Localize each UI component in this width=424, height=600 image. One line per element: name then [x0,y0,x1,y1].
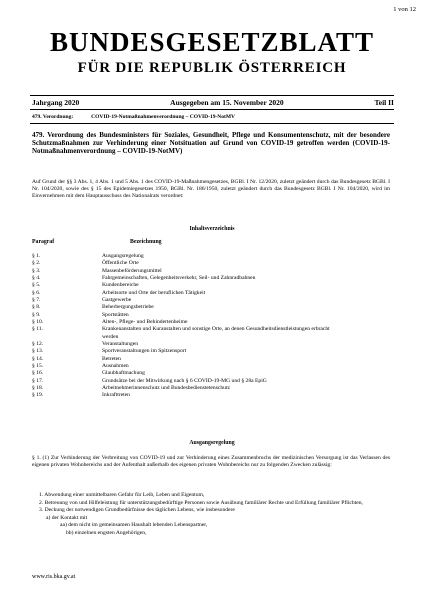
page-number: 1 von 12 [393,6,416,13]
toc-num: § 14. [32,355,44,362]
toc-row [32,290,390,297]
toc-text: Veranstaltungen [102,340,139,347]
list-item: 1. Abwendung einer unmittelbaren Gefahr für Leib, Leben und Eigentum, [39,492,205,498]
toc-row [32,326,390,340]
masthead [0,28,424,77]
ordinance-title: 479. Verordnung des Bundesministers für Soziales, Gesundheit, Pflege und Konsumentenschutz, mit der besondere Schutzmaßnahmen zur Verhinderung einer Notsituation auf Grund von COVID-19 getroffen werden (COVID-19-Notmaßnahmenverordnung – COVID-19-NotMV) [32,131,390,156]
toc-num: § 7. [32,297,41,304]
toc-text: Beherbergungsbetriebe [102,304,154,311]
toc-row [32,319,390,326]
toc-row [32,304,390,311]
rule-middle [30,109,394,110]
toc-row [32,370,390,377]
toc-col-designation: Bezeichnung [130,239,162,245]
toc-text: Fahrgemeinschaften, Gelegenheitsverkehr, Seil- und Zahnradbahnen [102,275,256,282]
section-heading: Ausgangsregelung [189,440,235,446]
toc-text: Gastgewerbe [102,297,132,304]
toc-row [32,341,390,348]
toc-text: Inkrafttreten [102,392,130,399]
toc-row [32,297,390,304]
toc-num: § 16. [32,370,44,377]
toc-text: Ausnahmen [102,362,129,369]
toc-row [32,348,390,355]
list-item: 2. Betreuung von und Hilfeleistung für unterstützungsbedürftige Personen sowie Ausübung familiärer Rechte und Erfüllung familiärer Pflichten, [39,499,363,506]
toc-col-paragraph: Paragraf [32,239,55,245]
ordinance-short-title: COVID-19-Notmaßnahmenverordnung – COVID-19-NotMV [91,114,235,120]
toc-num: § 6. [32,289,41,296]
toc-row [32,253,390,260]
purpose-list [32,492,390,538]
toc-num: § 15. [32,362,44,369]
toc-num: § 11. [32,326,43,333]
toc-text: Öffentliche Orte [102,260,139,267]
ordinance-number-type: 479. Verordnung: [32,114,74,120]
toc-column-headers [32,239,390,245]
toc-text: Kundenbereiche [102,282,139,289]
toc-num: § 5. [32,282,41,289]
toc-row [32,378,390,385]
toc-num: § 13. [32,348,44,355]
toc-row [32,268,390,275]
footer-url: www.ris.bka.gv.at [32,574,76,580]
list-item: 3. Deckung der notwendigen Grundbedürfnisse des täglichen Lebens, wie insbesondere [39,507,235,514]
issue-year: Jahrgang 2020 [32,98,80,107]
toc-num: § 12. [32,340,44,347]
toc-text: Sportveranstaltungen im Spitzensport [102,348,187,355]
toc-num: § 1. [32,253,41,259]
toc-row [32,385,390,392]
toc-text: Arbeitnehmerinnenschutz und Bundesbedienstetenschutz [102,384,230,391]
toc-num: § 8. [32,304,41,311]
issue-row [32,98,394,107]
ordinance-subheader [32,114,394,120]
toc-num: § 17. [32,377,44,384]
toc-num: § 18. [32,384,44,391]
toc-num: § 10. [32,319,44,326]
toc-text: Alten-, Pflege- und Behindertenheime [102,319,188,326]
rule-top [30,95,394,96]
toc-row [32,363,390,370]
toc-num: § 3. [32,267,41,274]
toc-list [32,253,390,400]
toc-row [32,275,390,282]
section-paragraph-1: § 1. (1) Zur Verhinderung der Verbreitung von COVID-19 und zur Verhinderung eines Zusammenbruchs der medizinischen Versorgung ist das Verlassen des eigenen privaten Wohnbereichs und der Aufenthalt außerhalb des eigenen privaten Wohnbereichs nur zu folgenden Zwecken zulässig: [32,455,390,469]
gazette-subtitle: FÜR DIE REPUBLIK ÖSTERREICH [77,60,347,76]
toc-text: Massenbeförderungsmittel [102,267,162,274]
toc-text: Glaubhaftmachung [102,370,145,377]
toc-heading: Inhaltsverzeichnis [189,226,235,232]
intro-paragraph: Auf Grund der §§ 3 Abs. 1, 4 Abs. 1 und 5 Abs. 1 des COVID-19-Maßnahmengesetzes, BGBl. I Nr. 12/2020, zuletzt geändert durch das Bundesgesetz BGBl. I Nr. 104/2020, sowie des § 15 des Epidemiegesetzes 1950, BGBl. Nr. 186/1950, zuletzt geändert durch das Bundesgesetz BGBl. I Nr. 104/2020, wird im Einvernehmen mit dem Hauptausschuss des Nationalrats verordnet: [32,179,390,199]
toc-row [32,356,390,363]
issue-date: Ausgegeben am 15. November 2020 [170,98,284,107]
toc-row [32,392,390,399]
list-item: bb) einzelnen engsten Angehörigen, [66,529,147,536]
toc-text: Sportstätten [102,311,129,318]
toc-row [32,260,390,267]
toc-num: § 4. [32,275,41,282]
toc-text: Arbeitsorte und Orte der beruflichen Tätigkeit [102,289,206,296]
gazette-title: BUNDESGESETZBLATT [49,27,375,57]
toc-row [32,312,390,319]
toc-text: Ausgangsregelung [102,253,144,259]
issue-part: Teil II [374,98,394,107]
list-item: aa) dem nicht im gemeinsamen Haushalt lebenden Lebenspartner, [60,522,208,529]
toc-text: Krankenanstalten und Kuranstalten und sonstige Orte, an denen Gesundheitsdienstleistungen erbracht werden [102,326,330,340]
toc-num: § 2. [32,260,41,267]
toc-num: § 19. [32,392,44,399]
rule-bottom [30,123,394,124]
toc-text: Grundsätze bei der Mitwirkung nach § 6 COVID-19-MG und § 28a EpiG [102,377,267,384]
toc-row [32,282,390,289]
toc-text: Betreten [102,355,121,362]
toc-num: § 9. [32,311,41,318]
list-item: a) der Kontakt mit [46,514,88,521]
